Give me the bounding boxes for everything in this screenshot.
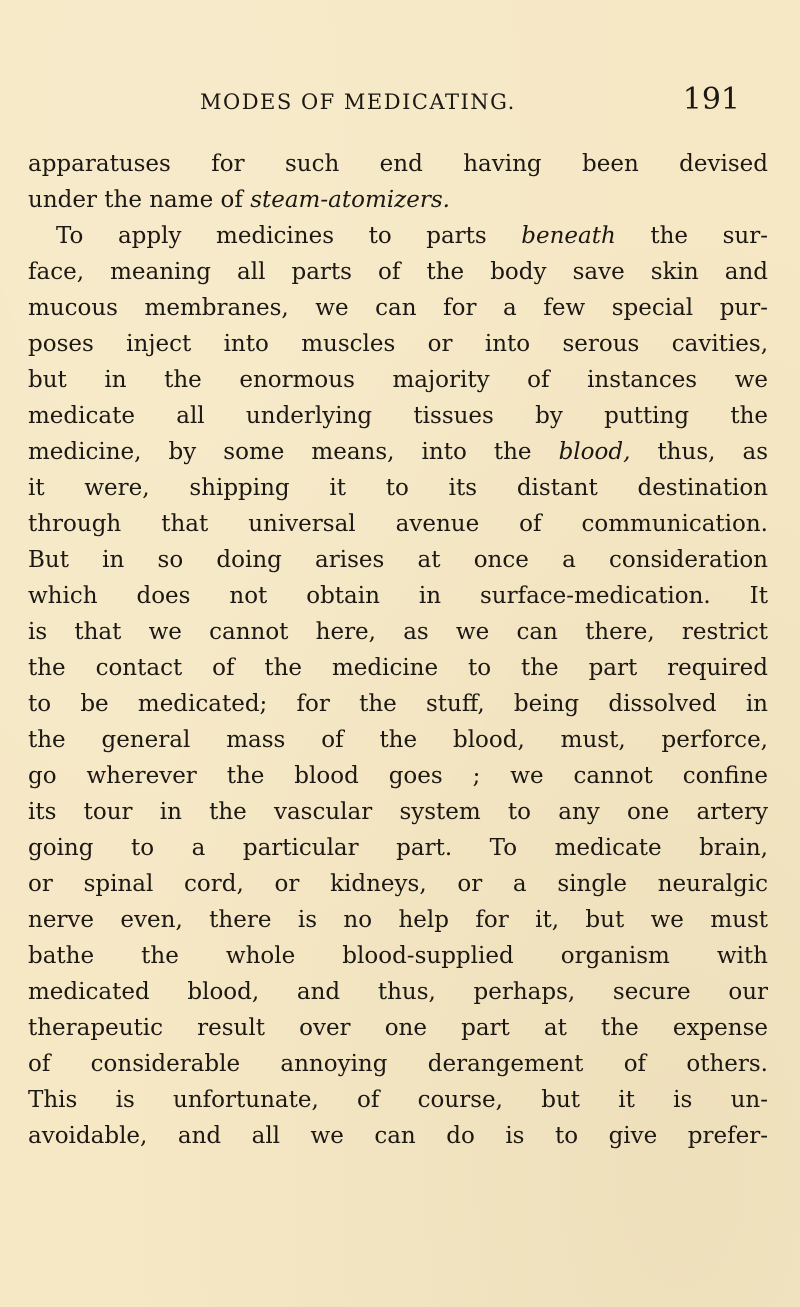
text-line <box>28 578 768 614</box>
text-segment: But in so doing arises at once a consideration <box>28 547 768 573</box>
text-line <box>28 1010 768 1046</box>
text-line <box>28 182 768 218</box>
text-line <box>28 686 768 722</box>
italic-phrase: steam-atomizers. <box>250 187 450 213</box>
text-line <box>28 902 768 938</box>
text-line <box>28 398 768 434</box>
text-segment: which does not obtain in surface-medication. It <box>28 583 768 609</box>
running-head-title: MODES OF MEDICATING. <box>200 90 516 114</box>
text-segment: bathe the whole blood-supplied organism with <box>28 943 768 969</box>
text-line <box>28 974 768 1010</box>
text-segment: the contact of the medicine to the part required <box>28 655 768 681</box>
text-segment: nerve even, there is no help for it, but we must <box>28 907 768 933</box>
text-line <box>28 254 768 290</box>
text-line <box>28 650 768 686</box>
body-text <box>28 146 768 1154</box>
text-line <box>28 506 768 542</box>
text-line <box>28 614 768 650</box>
text-segment: under the name of <box>28 187 251 213</box>
text-segment: the sur- <box>615 223 768 249</box>
text-line <box>28 866 768 902</box>
text-segment: is that we cannot here, as we can there, restrict <box>28 619 768 645</box>
text-line <box>28 1082 768 1118</box>
text-segment: go wherever the blood goes ; we cannot confine <box>28 763 768 789</box>
text-line <box>28 1118 768 1154</box>
text-segment: face, meaning all parts of the body save skin and <box>28 259 768 285</box>
text-segment: of considerable annoying derangement of others. <box>28 1051 768 1077</box>
text-segment: going to a particular part. To medicate brain, <box>28 835 768 861</box>
text-segment: This is unfortunate, of course, but it is un- <box>28 1087 768 1113</box>
italic-phrase: blood, <box>558 439 631 465</box>
text-line <box>28 830 768 866</box>
text-segment: thus, as <box>630 439 768 465</box>
running-head <box>200 80 740 120</box>
page-number: 191 <box>682 82 740 117</box>
text-line <box>28 146 768 182</box>
text-segment: poses inject into muscles or into serous cavities, <box>28 331 768 357</box>
text-segment: but in the enormous majority of instances we <box>28 367 768 393</box>
text-line <box>28 938 768 974</box>
text-line <box>28 758 768 794</box>
text-line <box>28 1046 768 1082</box>
text-line <box>28 434 768 470</box>
text-segment: avoidable, and all we can do is to give prefer- <box>28 1123 768 1149</box>
text-segment: its tour in the vascular system to any one artery <box>28 799 768 825</box>
text-segment: therapeutic result over one part at the expense <box>28 1015 768 1041</box>
text-segment: apparatuses for such end having been devised <box>28 151 768 177</box>
text-line <box>28 542 768 578</box>
text-segment: medicated blood, and thus, perhaps, secure our <box>28 979 768 1005</box>
text-segment: through that universal avenue of communication. <box>28 511 768 537</box>
text-segment: the general mass of the blood, must, perforce, <box>28 727 768 753</box>
text-segment: to be medicated; for the stuff, being dissolved in <box>28 691 768 717</box>
text-line <box>28 362 768 398</box>
text-segment: To apply medicines to parts <box>56 223 522 249</box>
text-line <box>28 470 768 506</box>
text-line <box>28 218 768 254</box>
text-segment: it were, shipping it to its distant destination <box>28 475 768 501</box>
italic-phrase: beneath <box>521 223 616 249</box>
text-segment: or spinal cord, or kidneys, or a single neuralgic <box>28 871 768 897</box>
text-segment: medicine, by some means, into the <box>28 439 559 465</box>
text-line <box>28 794 768 830</box>
text-segment: mucous membranes, we can for a few special pur- <box>28 295 768 321</box>
text-line <box>28 290 768 326</box>
text-line <box>28 326 768 362</box>
text-segment: medicate all underlying tissues by putting the <box>28 403 768 429</box>
text-line <box>28 722 768 758</box>
